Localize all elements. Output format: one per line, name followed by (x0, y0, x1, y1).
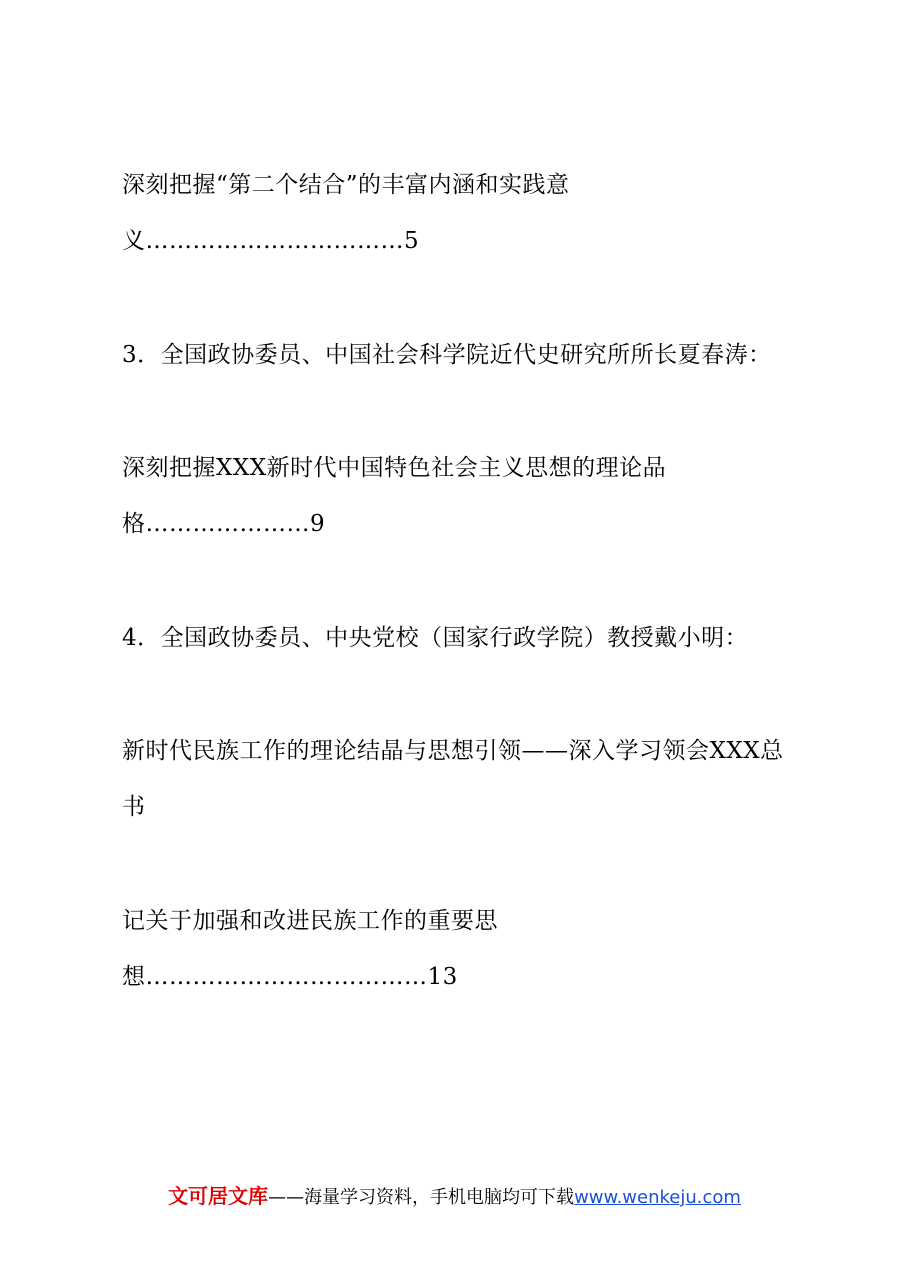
toc-entry-4-heading: 4．全国政协委员、中央党校（国家行政学院）教授戴小明： (122, 625, 749, 651)
footer-banner (0, 1183, 909, 1211)
footer-site-link[interactable]: www.wenkeju.com (574, 1187, 741, 1208)
toc-entry-3-title-line-2: 格…………………9 (122, 511, 326, 537)
footer-brand: 文可居文库 (168, 1184, 269, 1208)
toc-entry-2-title-line-1: 深刻把握“第二个结合”的丰富内涵和实践意 (122, 172, 570, 198)
footer-tagline: ——海量学习资料，手机电脑均可下载 (268, 1187, 575, 1208)
toc-entry-4-title-line-2: 书 (122, 794, 146, 820)
toc-entry-3-heading: 3．全国政协委员、中国社会科学院近代史研究所所长夏春涛： (122, 342, 772, 368)
toc-entry-4-title-line-3: 记关于加强和改进民族工作的重要思 (122, 908, 498, 934)
toc-entry-3-title-line-1: 深刻把握XXX新时代中国特色社会主义思想的理论品 (122, 455, 667, 481)
toc-entry-4-title-line-4: 想………………………………13 (122, 964, 458, 990)
toc-entry-2-title-line-2: 义……………………………5 (122, 228, 420, 254)
toc-entry-4-title-line-1: 新时代民族工作的理论结晶与思想引领——深入学习领会XXX总 (122, 738, 784, 764)
